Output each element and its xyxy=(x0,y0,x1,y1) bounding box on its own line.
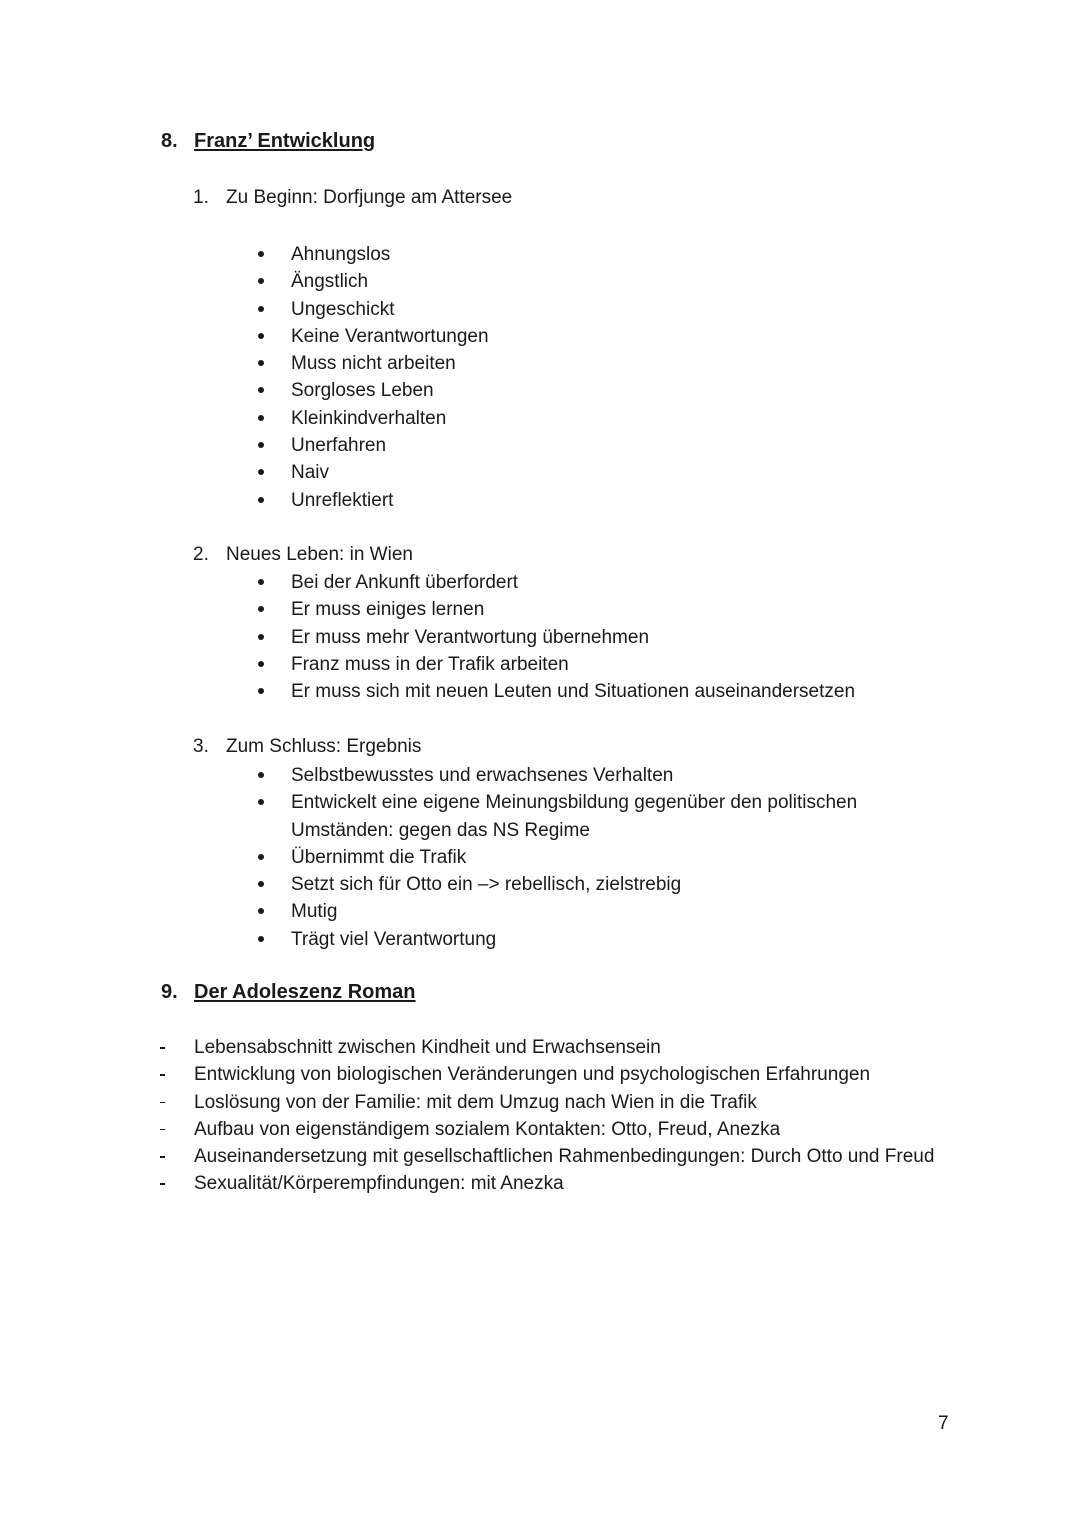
bullet-icon xyxy=(258,661,264,667)
part-2-number: 2. xyxy=(193,544,209,565)
list-item: Entwickelt eine eigene Meinungsbildung gegenüber den politischen xyxy=(0,789,857,816)
bullet-icon xyxy=(258,415,264,421)
list-item: Sorgloses Leben xyxy=(0,377,489,404)
list-item: Ungeschickt xyxy=(0,296,489,323)
part-1-title: Zu Beginn: Dorfjunge am Attersee xyxy=(226,187,513,208)
list-item: Naiv xyxy=(0,459,489,486)
bullet-icon xyxy=(258,469,264,475)
dash-icon xyxy=(160,1183,165,1185)
part-2-title: Neues Leben: in Wien xyxy=(226,544,413,565)
part-2-heading xyxy=(193,543,413,567)
part-1-number: 1. xyxy=(193,187,209,208)
list-item: Trägt viel Verantwortung xyxy=(0,926,857,953)
list-item: Ahnungslos xyxy=(0,241,489,268)
list-item: Sexualität/Körperempfindungen: mit Anezka xyxy=(0,1170,954,1197)
bullet-icon xyxy=(258,251,264,257)
dash-icon xyxy=(160,1102,165,1104)
bullet-icon xyxy=(258,936,264,942)
list-item: Er muss sich mit neuen Leuten und Situationen auseinandersetzen xyxy=(0,678,855,705)
list-item: Aufbau von eigenständigem sozialem Kontakten: Otto, Freud, Anezka xyxy=(0,1116,954,1143)
list-item: Kleinkindverhalten xyxy=(0,405,489,432)
section-9-number: 9. xyxy=(161,981,178,1003)
list-item: Übernimmt die Trafik xyxy=(0,844,857,871)
list-item: Er muss mehr Verantwortung übernehmen xyxy=(0,624,855,651)
list-item: Lebensabschnitt zwischen Kindheit und Erwachsensein xyxy=(0,1034,954,1061)
list-item: Ängstlich xyxy=(0,268,489,295)
part-3-number: 3. xyxy=(193,736,209,757)
bullet-icon xyxy=(258,579,264,585)
bullet-icon xyxy=(258,799,264,805)
section-9-list xyxy=(0,1034,954,1198)
list-item: Unreflektiert xyxy=(0,487,489,514)
bullet-icon xyxy=(258,881,264,887)
dash-icon xyxy=(160,1074,165,1076)
section-8-heading xyxy=(161,129,375,153)
dash-icon xyxy=(160,1129,165,1131)
part-2-list xyxy=(0,569,855,705)
part-3-list xyxy=(0,762,857,953)
list-item: Loslösung von der Familie: mit dem Umzug nach Wien in die Trafik xyxy=(0,1089,954,1116)
list-item: Keine Verantwortungen xyxy=(0,323,489,350)
dash-icon xyxy=(160,1047,165,1049)
part-1-list xyxy=(0,241,489,514)
bullet-icon xyxy=(258,854,264,860)
section-8-title: Franz’ Entwicklung xyxy=(194,130,376,152)
bullet-icon xyxy=(258,497,264,503)
bullet-icon xyxy=(258,387,264,393)
bullet-icon xyxy=(258,634,264,640)
section-8-number: 8. xyxy=(161,130,178,152)
list-item: Selbstbewusstes und erwachsenes Verhalten xyxy=(0,762,857,789)
bullet-icon xyxy=(258,278,264,284)
bullet-icon xyxy=(258,306,264,312)
bullet-icon xyxy=(258,442,264,448)
part-3-heading xyxy=(193,735,421,759)
list-item: Franz muss in der Trafik arbeiten xyxy=(0,651,855,678)
list-item: Unerfahren xyxy=(0,432,489,459)
bullet-icon xyxy=(258,688,264,694)
bullet-icon xyxy=(258,333,264,339)
list-item: Muss nicht arbeiten xyxy=(0,350,489,377)
list-item: Er muss einiges lernen xyxy=(0,596,855,623)
dash-icon xyxy=(160,1156,165,1158)
part-1-heading xyxy=(193,186,512,210)
list-item: Setzt sich für Otto ein –> rebellisch, zielstrebig xyxy=(0,871,857,898)
list-item-continuation: Umständen: gegen das NS Regime xyxy=(291,819,590,841)
bullet-icon xyxy=(258,772,264,778)
list-item: Entwicklung von biologischen Veränderungen und psychologischen Erfahrungen xyxy=(0,1061,954,1088)
bullet-icon xyxy=(258,606,264,612)
bullet-icon xyxy=(258,908,264,914)
list-item: Mutig xyxy=(0,898,857,925)
part-3-title: Zum Schluss: Ergebnis xyxy=(226,736,422,757)
list-item: Auseinandersetzung mit gesellschaftlichen Rahmenbedingungen: Durch Otto und Freud xyxy=(0,1143,954,1170)
bullet-icon xyxy=(258,360,264,366)
section-9-title: Der Adoleszenz Roman xyxy=(194,981,416,1003)
section-9-heading xyxy=(161,980,416,1004)
list-item: Bei der Ankunft überfordert xyxy=(0,569,855,596)
page-number: 7 xyxy=(938,1413,949,1434)
